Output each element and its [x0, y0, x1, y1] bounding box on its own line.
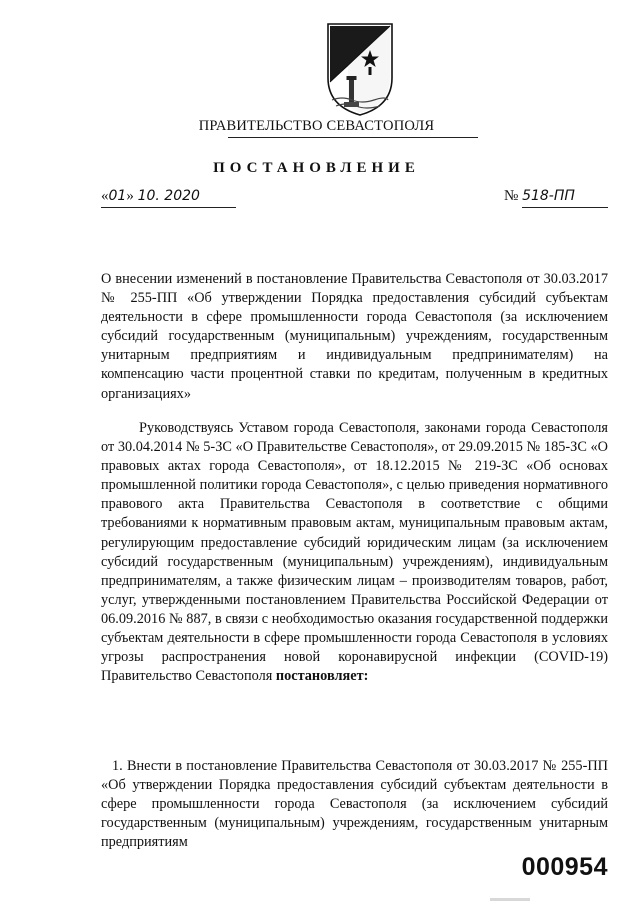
subject-paragraph: О внесении изменений в постановление Правительства Севастополя от 30.03.2017 № 255-ПП «Об утверждении Порядка предоставления субсидий субъектам деятельности в сфере промышленности города Севастополя (за исключением субсидий государственным (муниципальным) учреждениям, государственным унитарным предприятиям и индивидуальным предпринимателям) на компенсацию части процентной ставки по кредитам, полученным в кредитных организациях» — [101, 271, 608, 402]
decree-colon: : — [363, 668, 369, 685]
heading-underline — [228, 137, 478, 138]
government-name-heading: ПРАВИТЕЛЬСТВО СЕВАСТОПОЛЯ — [198, 118, 435, 134]
date-open-quote: « — [101, 188, 109, 204]
sevastopol-coat-of-arms-emblem — [322, 20, 398, 118]
date-month-year: 10. 2020 — [137, 188, 200, 204]
preamble-paragraph — [101, 419, 608, 686]
number-underline — [522, 207, 608, 208]
item-1-paragraph: 1. Внести в постановление Правительства Севастополя от 30.03.2017 № 255-ПП «Об утверждении Порядка предоставления субсидий субъектам деятельности в сфере промышленности города Севастополя (за исключением субсидий государственным (муниципальным) учреждениям, государственным унитарным предприятиям — [101, 758, 608, 851]
number-value: 518-ПП — [522, 188, 575, 204]
document-type-title: ПОСТАНОВЛЕНИЕ — [213, 160, 420, 176]
number-sign: № — [504, 188, 519, 204]
date-underline — [101, 207, 236, 208]
date-day: 01 — [108, 188, 127, 204]
preamble-text: Руководствуясь Уставом города Севастополя, законами города Севастополя от 30.04.2014 № 5-ЗС «О Правительстве Севастополя», от 29.09.2015 № 185-ЗС «О правовых актах города Севастополя», от 18.12.2015 № 219-ЗС «Об основах промышленной политики города Севастополя», с целью приведения нормативного правового акта Правительства Севастополя в соответствие с общими требованиями к нормативным правовым актам, муниципальным правовым актам, регулирующим предоставление субсидий юридическим лицам (за исключением субсидий государственным (муниципальным) учреждениям), индивидуальным предпринимателям, а также физическим лицам – производителям товаров, работ, услуг, утвержденными постановлением Правительства Российской Федерации от 06.09.2016 № 887, в связи с необходимостью оказания государственной поддержки субъектам деятельности в сфере промышленности города Севастополя в условиях угрозы распространения новой коронавирусной инфекции (COVID-19) Правительство Севастополя — [101, 420, 608, 685]
page-edge-mark — [490, 898, 530, 901]
decree-word: постановляет — [275, 668, 364, 685]
form-serial-number: 000954 — [521, 853, 608, 881]
date-close-quote: » — [126, 188, 134, 204]
document-date — [101, 188, 236, 210]
document-number — [504, 188, 608, 210]
